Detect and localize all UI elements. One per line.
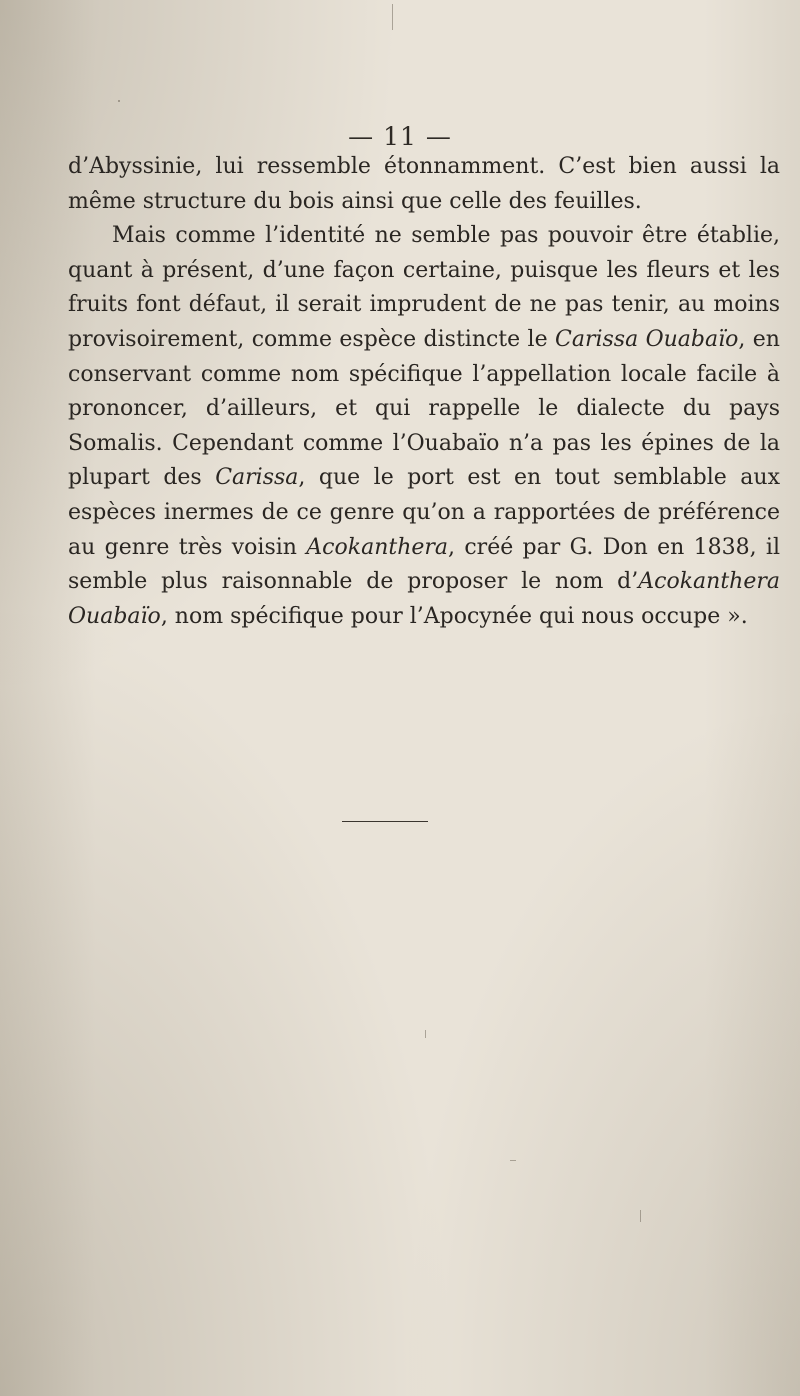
- paper-speck: [640, 1210, 641, 1222]
- paragraph-continuation: [68, 150, 780, 219]
- page-number: — 11 —: [348, 122, 452, 151]
- paper-speck: [118, 100, 120, 102]
- text-run: d’Abyssinie, lui ressemble étonnamment. C’est bien aussi la même structure du bois ainsi que celle des feuilles.: [68, 154, 780, 214]
- genus-name-italic: Carissa: [215, 465, 299, 491]
- text-run: , nom spécifique pour l’Apocynée qui nous occupe ».: [160, 603, 748, 629]
- paper-speck: [425, 1030, 426, 1038]
- species-name-italic: Acokanthera Ouabaïo: [68, 569, 780, 629]
- paragraph-identity: [68, 219, 780, 634]
- text-run: , que le port est en tout semblable aux espèces inermes de ce genre qu’on a rapportées de préférence au genre très voisin: [68, 465, 780, 560]
- paper-speck: [510, 1160, 516, 1161]
- section-end-rule: [342, 821, 428, 822]
- body-text: [68, 150, 780, 634]
- paper-speck: [392, 4, 393, 30]
- genus-name-italic: Acokanthera: [306, 534, 449, 560]
- text-run: Mais comme l’identité ne semble pas pouvoir être établie, quant à présent, d’une façon certaine, puisque les fleurs et les fruits font défaut, il serait imprudent de ne pas tenir, au moins provisoirement, comme espèce distincte le: [68, 223, 780, 352]
- text-run: , créé par G. Don en 1838, il semble plus raisonnable de proposer le nom d’: [68, 534, 781, 595]
- text-run: , en conservant comme nom spécifique l’appellation locale facile à prononcer, d’ailleurs, et qui rappelle le dialecte du pays Somalis. Cependant comme l’Ouabaïo n’a pas les épines de la plupart des: [68, 326, 780, 491]
- species-name-italic: Carissa Ouabaïo: [555, 326, 739, 352]
